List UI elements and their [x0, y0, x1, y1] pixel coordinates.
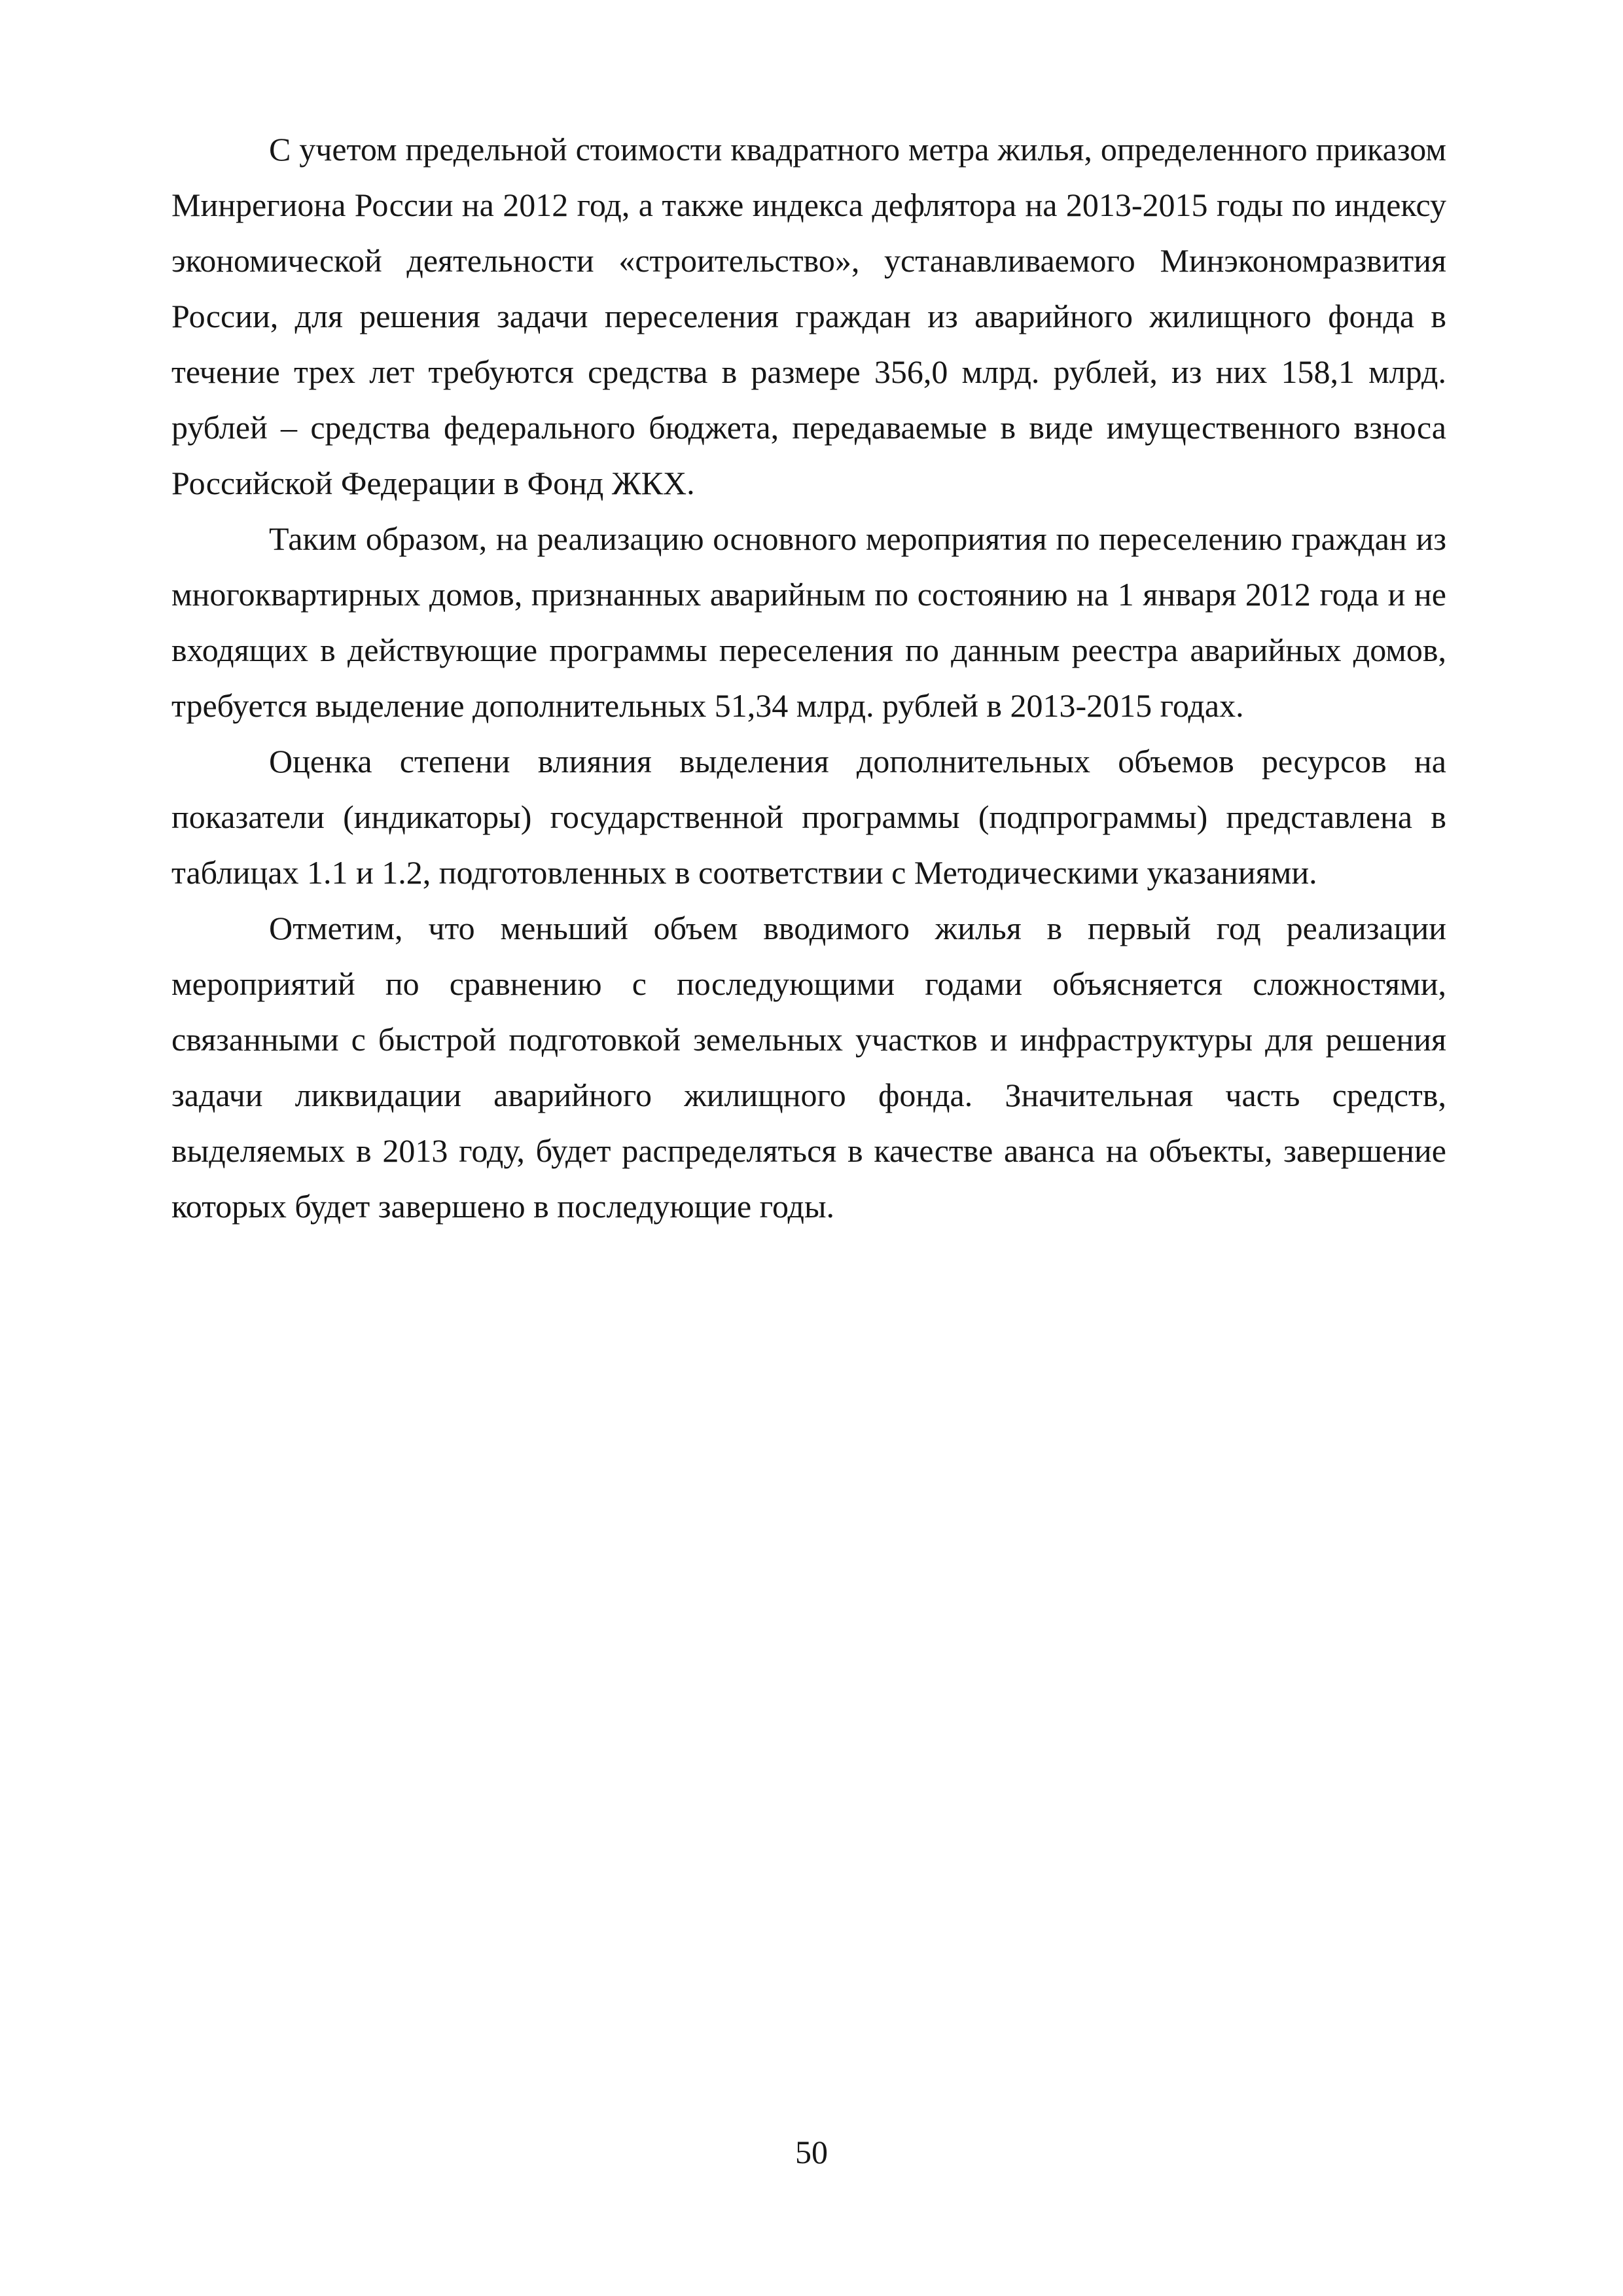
body-text: [171, 122, 1446, 1234]
paragraph-additional-funding: Таким образом, на реализацию основного мероприятия по переселению граждан из многоквартирных домов, признанных аварийным по состоянию на 1 января 2012 года и не входящих в действующие программы переселения по данным реестра аварийных домов, требуется выделение дополнительных 51,34 млрд. рублей в 2013-2015 годах.: [171, 520, 1446, 724]
paragraph-deflator-funding: С учетом предельной стоимости квадратного метра жилья, определенного приказом Минрегиона России на 2012 год, а также индекса дефлятора на 2013-2015 годы по индексу экономической деятельности «строительство», устанавливаемого Минэкономразвития России, для решения задачи переселения граждан из аварийного жилищного фонда в течение трех лет требуются средства в размере 356,0 млрд. рублей, из них 158,1 млрд. рублей – средства федерального бюджета, передаваемые в виде имущественного взноса Российской Федерации в Фонд ЖКХ.: [171, 131, 1446, 501]
page-number: 50: [795, 2134, 828, 2170]
paragraph-impact-assessment: Оценка степени влияния выделения дополнительных объемов ресурсов на показатели (индикаторы) государственной программы (подпрограммы) представлена в таблицах 1.1 и 1.2, подготовленных в соответствии с Методическими указаниями.: [171, 743, 1446, 891]
paragraph-housing-volume: Отметим, что меньший объем вводимого жилья в первый год реализации мероприятий по сравнению с последующими годами объясняется сложностями, связанными с быстрой подготовкой земельных участков и инфраструктуры для решения задачи ликвидации аварийного жилищного фонда. Значительная часть средств, выделяемых в 2013 году, будет распределяться в качестве аванса на объекты, завершение которых будет завершено в последующие годы.: [171, 910, 1446, 1225]
